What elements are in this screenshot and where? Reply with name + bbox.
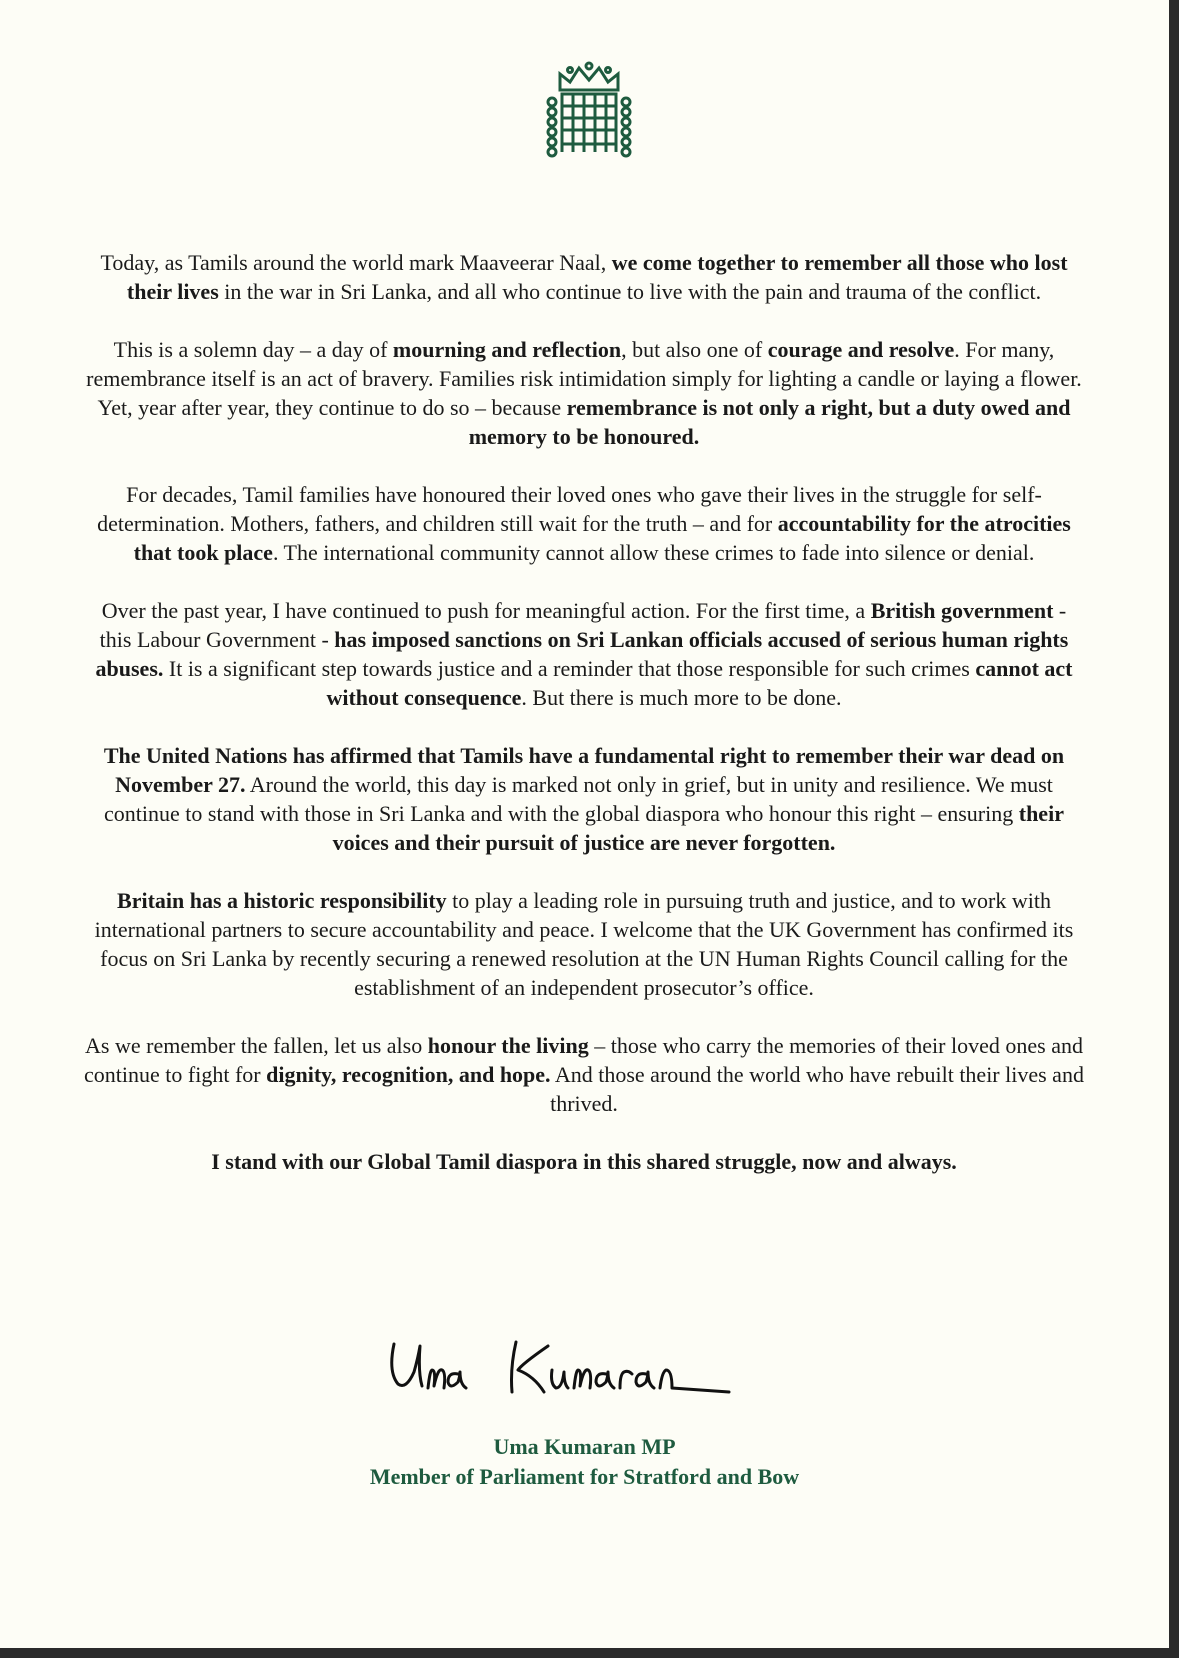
body-text: As we remember the fallen, let us also <box>85 1033 428 1058</box>
emphasis-text: mourning and reflection <box>392 337 622 362</box>
paragraph-5 <box>84 741 1084 857</box>
body-text: For decades, Tamil families have honoured their loved ones who gave their lives in the struggle for self-determination. Mothers, fathers, and children still wait for the truth – and for <box>97 482 1042 536</box>
body-text: , but also one of <box>621 337 768 362</box>
body-text: . But there is much more to be done. <box>521 685 842 710</box>
emphasis-text: cannot act without consequence <box>326 656 1073 710</box>
body-text: - this Labour Government - <box>99 598 1067 652</box>
emphasis-text: their voices and their pursuit of justice are never forgotten. <box>332 801 1064 855</box>
emphasis-text: British government <box>870 598 1054 623</box>
signatory-name: Uma Kumaran MP <box>493 1434 676 1459</box>
body-text: – those who carry the memories of their loved ones and continue to fight for <box>84 1033 1083 1087</box>
body-text: And those around the world who have rebuilt their lives and thrived. <box>550 1062 1084 1116</box>
portcullis-crest-icon <box>546 60 632 162</box>
body-text: . The international community cannot allow these crimes to fade into silence or denial. <box>272 540 1035 565</box>
emphasis-text: Britain has a historic responsibility <box>117 888 447 913</box>
body-text: This is a solemn day – a day of <box>113 337 393 362</box>
body-text: to play a leading role in pursuing truth and justice, and to work with international partners to secure accountability and peace. I welcome that the UK Government has confirmed its focus on Sri Lanka by recently securing a renewed resolution at the UN Human Rights Council calling for the establishment of an independent prosecutor’s office. <box>94 888 1074 1000</box>
closing-statement: I stand with our Global Tamil diaspora in this shared struggle, now and always. <box>211 1149 957 1174</box>
handwritten-signature <box>384 1332 784 1407</box>
signatory-role: Member of Parliament for Stratford and Bow <box>369 1464 800 1489</box>
paragraph-4 <box>84 596 1084 712</box>
emphasis-text: honour the living <box>427 1033 589 1058</box>
paragraph-6 <box>84 886 1084 1002</box>
body-text: Today, as Tamils around the world mark Maaveerar Naal, <box>100 250 612 275</box>
body-text: in the war in Sri Lanka, and all who continue to live with the pain and trauma of the conflict. <box>218 279 1042 304</box>
body-text: . For many, remembrance itself is an act of bravery. Families risk intimidation simply for lighting a candle or laying a flower. Yet, year after year, they continue to do so – because <box>86 337 1082 420</box>
letter-body <box>84 248 1084 1205</box>
emphasis-text: remembrance is not only a right, but a duty owed and memory to be honoured. <box>468 395 1071 449</box>
emphasis-text: The United Nations has affirmed that Tamils have a fundamental right to remember their war dead on November 27. <box>103 743 1065 797</box>
paragraph-7 <box>84 1031 1084 1118</box>
emphasis-text: we come together to remember all those who lost their lives <box>126 250 1068 304</box>
emphasis-text: has imposed sanctions on Sri Lankan officials accused of serious human rights abuses. <box>95 627 1069 681</box>
body-text: Over the past year, I have continued to push for meaningful action. For the first time, a <box>101 598 871 623</box>
body-text: It is a significant step towards justice and a reminder that those responsible for such crimes <box>163 656 976 681</box>
paragraph-3 <box>84 480 1084 567</box>
emphasis-text: dignity, recognition, and hope. <box>266 1062 551 1087</box>
emphasis-text: accountability for the atrocities that took place <box>133 511 1071 565</box>
paragraph-1 <box>84 248 1084 306</box>
paragraph-2 <box>84 335 1084 451</box>
emphasis-text: courage and resolve <box>767 337 955 362</box>
body-text: Around the world, this day is marked not only in grief, but in unity and resilience. We must continue to stand with those in Sri Lanka and with the global diaspora who honour this right – ensuring <box>104 772 1053 826</box>
